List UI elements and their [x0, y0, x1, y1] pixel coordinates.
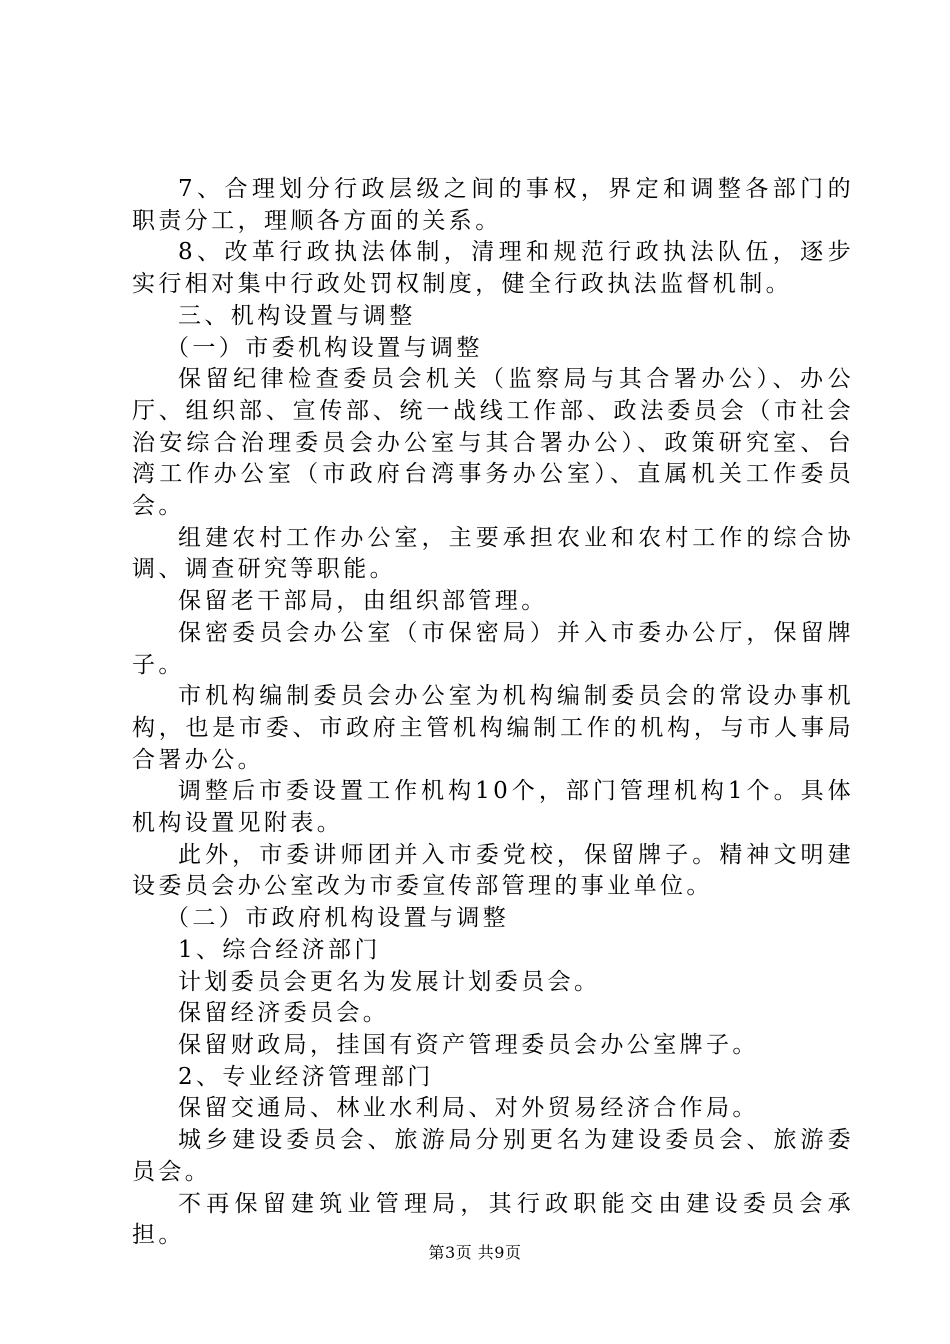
paragraph: 调整后市委设置工作机构10个，部门管理机构1个。具体机构设置见附表。 — [132, 778, 854, 837]
paragraph: 计划委员会更名为发展计划委员会。 — [178, 968, 601, 995]
paragraph: 保留老干部局，由组织部管理。 — [178, 588, 548, 615]
paragraph: 城乡建设委员会、旅游局分别更名为建设委员会、旅游委员会。 — [132, 1127, 854, 1185]
paragraph: 保留交通局、林业水利局、对外贸易经济合作局。 — [178, 1095, 759, 1122]
paragraph: 8、改革行政执法体制，清理和规范行政执法队伍，逐步实行相对集中行政处罚权制度，健全行政执法监督机制。 — [132, 239, 854, 298]
paragraph: 保留财政局，挂国有资产管理委员会办公室牌子。 — [178, 1031, 759, 1058]
paragraph: 保留纪律检查委员会机关（监察局与其合署办公）、办公厅、组织部、宣传部、统一战线工作部、政法委员会（市社会治安综合治理委员会办公室与其合署办公）、政策研究室、台湾工作办公室（市政府台湾事务办公室）、直属机关工作委员会。 — [132, 366, 854, 520]
section-heading: 三、机构设置与调整 — [178, 302, 416, 329]
list-heading: 1、综合经济部门 — [178, 936, 381, 963]
subsection-heading: （二）市政府机构设置与调整 — [166, 905, 510, 932]
page-number-footer: 第3页 共9页 — [428, 1243, 522, 1262]
list-heading: 2、专业经济管理部门 — [178, 1063, 434, 1090]
paragraph: 保密委员会办公室（市保密局）并入市委办公厅，保留牌子。 — [132, 619, 854, 678]
paragraph: 保留经济委员会。 — [178, 1000, 390, 1027]
paragraph: 此外，市委讲师团并入市委党校，保留牌子。精神文明建设委员会办公室改为市委宣传部管理的事业单位。 — [132, 841, 854, 900]
subsection-heading: （一）市委机构设置与调整 — [166, 334, 483, 361]
paragraph: 7、合理划分行政层级之间的事权，界定和调整各部门的职责分工，理顺各方面的关系。 — [132, 176, 854, 234]
document-body — [132, 174, 854, 1252]
paragraph: 组建农村工作办公室，主要承担农业和农村工作的综合协调、调查研究等职能。 — [132, 524, 854, 583]
paragraph: 市机构编制委员会办公室为机构编制委员会的常设办事机构，也是市委、市政府主管机构编制工作的机构，与市人事局合署办公。 — [132, 683, 854, 773]
paragraph: 不再保留建筑业管理局，其行政职能交由建设委员会承担。 — [132, 1190, 854, 1249]
